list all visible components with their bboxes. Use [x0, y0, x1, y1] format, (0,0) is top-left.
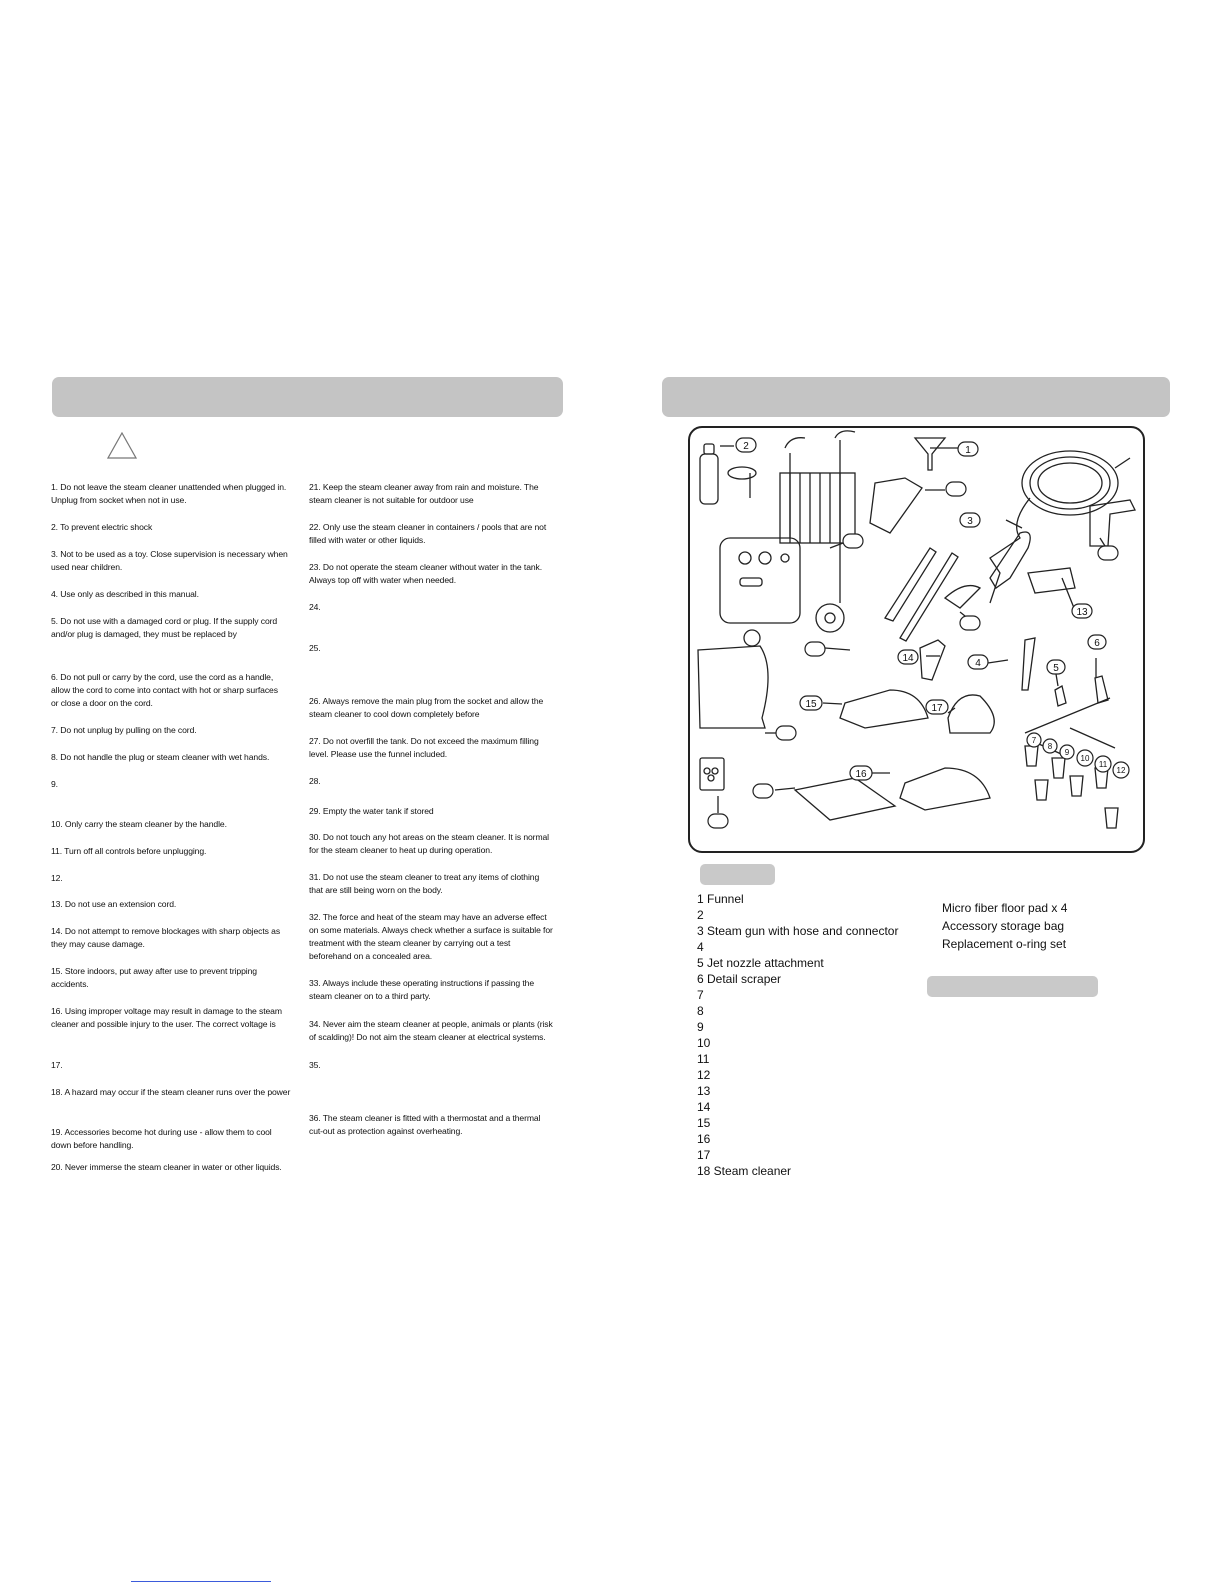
right-section-header [662, 377, 1170, 417]
safety-item: 24. [309, 602, 321, 612]
o-ring-bag-illustration [700, 758, 724, 790]
callout-15: 15 [805, 699, 817, 710]
angle-nozzle-illustration [1090, 500, 1135, 546]
floor-tool-large-illustration [840, 690, 928, 728]
safety-item: 1. Do not leave the steam cleaner unattended when plugged in. Unplug from socket when not in use. [51, 482, 287, 505]
parts-list-item: 12 [697, 1068, 711, 1082]
accessories-diagram [688, 426, 1145, 853]
parts-list-item: 5 Jet nozzle attachment [697, 956, 824, 970]
safety-item: 13. Do not use an extension cord. [51, 899, 177, 909]
callout-12: 12 [1116, 766, 1126, 775]
parts-list-item: 11 [697, 1052, 710, 1066]
floor-pad-illustration [795, 778, 895, 820]
hose-holder-illustration [728, 467, 756, 479]
safety-item: 5. Do not use with a damaged cord or plug. If the supply cord and/or plug is damaged, they must be replaced by [51, 616, 278, 639]
safety-item: 8. Do not handle the plug or steam cleaner with wet hands. [51, 752, 270, 762]
safety-item: 30. Do not touch any hot areas on the steam cleaner. It is normal for the steam cleaner to heat up during operation. [309, 832, 549, 855]
safety-item: 25. [309, 643, 321, 653]
callout-7: 7 [1031, 736, 1037, 745]
callout-17: 17 [931, 703, 943, 714]
safety-item: 14. Do not attempt to remove blockages with sharp objects as they may cause damage. [51, 926, 281, 949]
parts-list-item: 4 [697, 940, 704, 954]
callout-13: 13 [1076, 607, 1088, 618]
callout-5: 5 [1053, 663, 1059, 674]
jet-nozzle-illustration [1055, 686, 1066, 706]
safety-item: 4. Use only as described in this manual. [51, 589, 199, 599]
parts-list-item: 10 [697, 1036, 711, 1050]
steam-cleaner-illustration [720, 431, 855, 646]
callout-11: 11 [1098, 760, 1108, 769]
callout-14: 14 [902, 653, 914, 664]
safety-item: 31. Do not use the steam cleaner to treat any items of clothing that are still being worn on the body. [309, 872, 540, 895]
safety-item: 26. Always remove the main plug from the socket and allow the steam cleaner to cool down completely before [309, 696, 544, 719]
funnel-illustration [915, 438, 945, 470]
link-underline [131, 1581, 271, 1582]
safety-item: 32. The force and heat of the steam may have an adverse effect on some materials. Always check whether a surface is suitable for treatment with the steam cleaner by carrying out a test beforehand on a concealed area. [309, 912, 553, 961]
safety-item: 7. Do not unplug by pulling on the cord. [51, 725, 197, 735]
callout-16: 16 [855, 769, 867, 780]
steam-gun-illustration [990, 532, 1030, 588]
floor-tool-medium-illustration [900, 768, 990, 810]
parts-list-item: 15 [697, 1116, 711, 1130]
parts-list-item: 9 [697, 1020, 704, 1034]
callout-9: 9 [1064, 748, 1070, 757]
parts-list-item: 2 [697, 908, 704, 922]
callout-4: 4 [975, 658, 981, 669]
callout-2: 2 [743, 441, 749, 452]
warning-triangle-icon [107, 432, 137, 459]
safety-item: 3. Not to be used as a toy. Close supervision is necessary when used near children. [51, 549, 288, 572]
callout-badges [708, 438, 1129, 828]
safety-item: 18. A hazard may occur if the steam cleaner runs over the power [51, 1087, 291, 1097]
squeegee-illustration [870, 478, 922, 533]
callout-8: 8 [1047, 742, 1053, 751]
safety-item: 20. Never immerse the steam cleaner in water or other liquids. [51, 1162, 282, 1172]
safety-item: 21. Keep the steam cleaner away from rain and moisture. The steam cleaner is not suitable for outdoor use [309, 482, 539, 505]
curved-nozzle-illustration [945, 586, 980, 608]
safety-item: 10. Only carry the steam cleaner by the handle. [51, 819, 227, 829]
parts-list-item: 14 [697, 1100, 711, 1114]
safety-item: 22. Only use the steam cleaner in containers / pools that are not filled with water or other liquids. [309, 522, 547, 545]
parts-list-item: 1 Funnel [697, 892, 744, 906]
safety-item: 19. Accessories become hot during use - allow them to cool down before handling. [51, 1127, 272, 1150]
parts-list-item: 17 [697, 1148, 711, 1162]
mesh-bag-illustration [698, 646, 768, 728]
extension-tube-illustration [885, 548, 936, 621]
safety-item: 29. Empty the water tank if stored [309, 806, 434, 816]
callout-3: 3 [967, 516, 973, 527]
callout-10: 10 [1080, 754, 1090, 763]
extra-item: Accessory storage bag [942, 919, 1065, 933]
safety-item: 27. Do not overfill the tank. Do not exceed the maximum filling level. Please use the funnel included. [309, 736, 539, 759]
safety-item: 2. To prevent electric shock [51, 522, 153, 532]
parts-list-item: 6 Detail scraper [697, 972, 782, 986]
parts-list [697, 891, 898, 1179]
left-section-header [52, 377, 563, 417]
callout-6: 6 [1094, 638, 1100, 649]
accessories-illustration [690, 428, 1147, 855]
extra-label [927, 976, 1098, 997]
safety-item: 28. [309, 776, 321, 786]
safety-item: 17. [51, 1060, 63, 1070]
safety-item: 9. [51, 779, 58, 789]
extra-items-list [942, 899, 1067, 953]
hose-adapter-illustration [920, 640, 945, 680]
safety-item: 34. Never aim the steam cleaner at people, animals or plants (risk of scalding)! Do not aim the steam cleaner at electrical systems. [309, 1019, 553, 1042]
safety-item: 12. [51, 873, 63, 883]
safety-item: 35. [309, 1060, 321, 1070]
parts-list-item: 8 [697, 1004, 704, 1018]
parts-list-item: 18 Steam cleaner [697, 1164, 792, 1178]
storage-tray-illustration [1028, 568, 1075, 593]
safety-item: 16. Using improper voltage may result in damage to the steam cleaner and possible injury to the user. The correct voltage is [51, 1006, 282, 1029]
safety-item: 33. Always include these operating instructions if passing the steam cleaner on to a third party. [309, 978, 535, 1001]
callout-1: 1 [965, 445, 971, 456]
safety-item: 11. Turn off all controls before unplugging. [51, 846, 207, 856]
parts-list-item: 7 [697, 988, 704, 1002]
parts-list-item: 13 [697, 1084, 711, 1098]
safety-item: 23. Do not operate the steam cleaner without water in the tank. Always top off with water when needed. [309, 562, 543, 585]
extra-item: Replacement o-ring set [942, 937, 1067, 951]
safety-item: 36. The steam cleaner is fitted with a thermostat and a thermal cut-out as protection against overheating. [309, 1113, 541, 1136]
parts-list-item: 16 [697, 1132, 711, 1146]
triangle-brush-illustration [948, 695, 994, 733]
safety-item: 15. Store indoors, put away after use to prevent tripping accidents. [51, 966, 257, 989]
safety-item: 6. Do not pull or carry by the cord, use the cord as a handle, allow the cord to come into contact with hot or sharp surfaces or close a door on the cord. [51, 672, 278, 708]
concentrator-nozzle-illustration [1022, 638, 1035, 690]
parts-list-item: 3 Steam gun with hose and connector [697, 924, 899, 938]
parts-label [700, 864, 775, 885]
bottle-illustration [700, 454, 718, 504]
extra-item: Micro fiber floor pad x 4 [942, 901, 1068, 915]
